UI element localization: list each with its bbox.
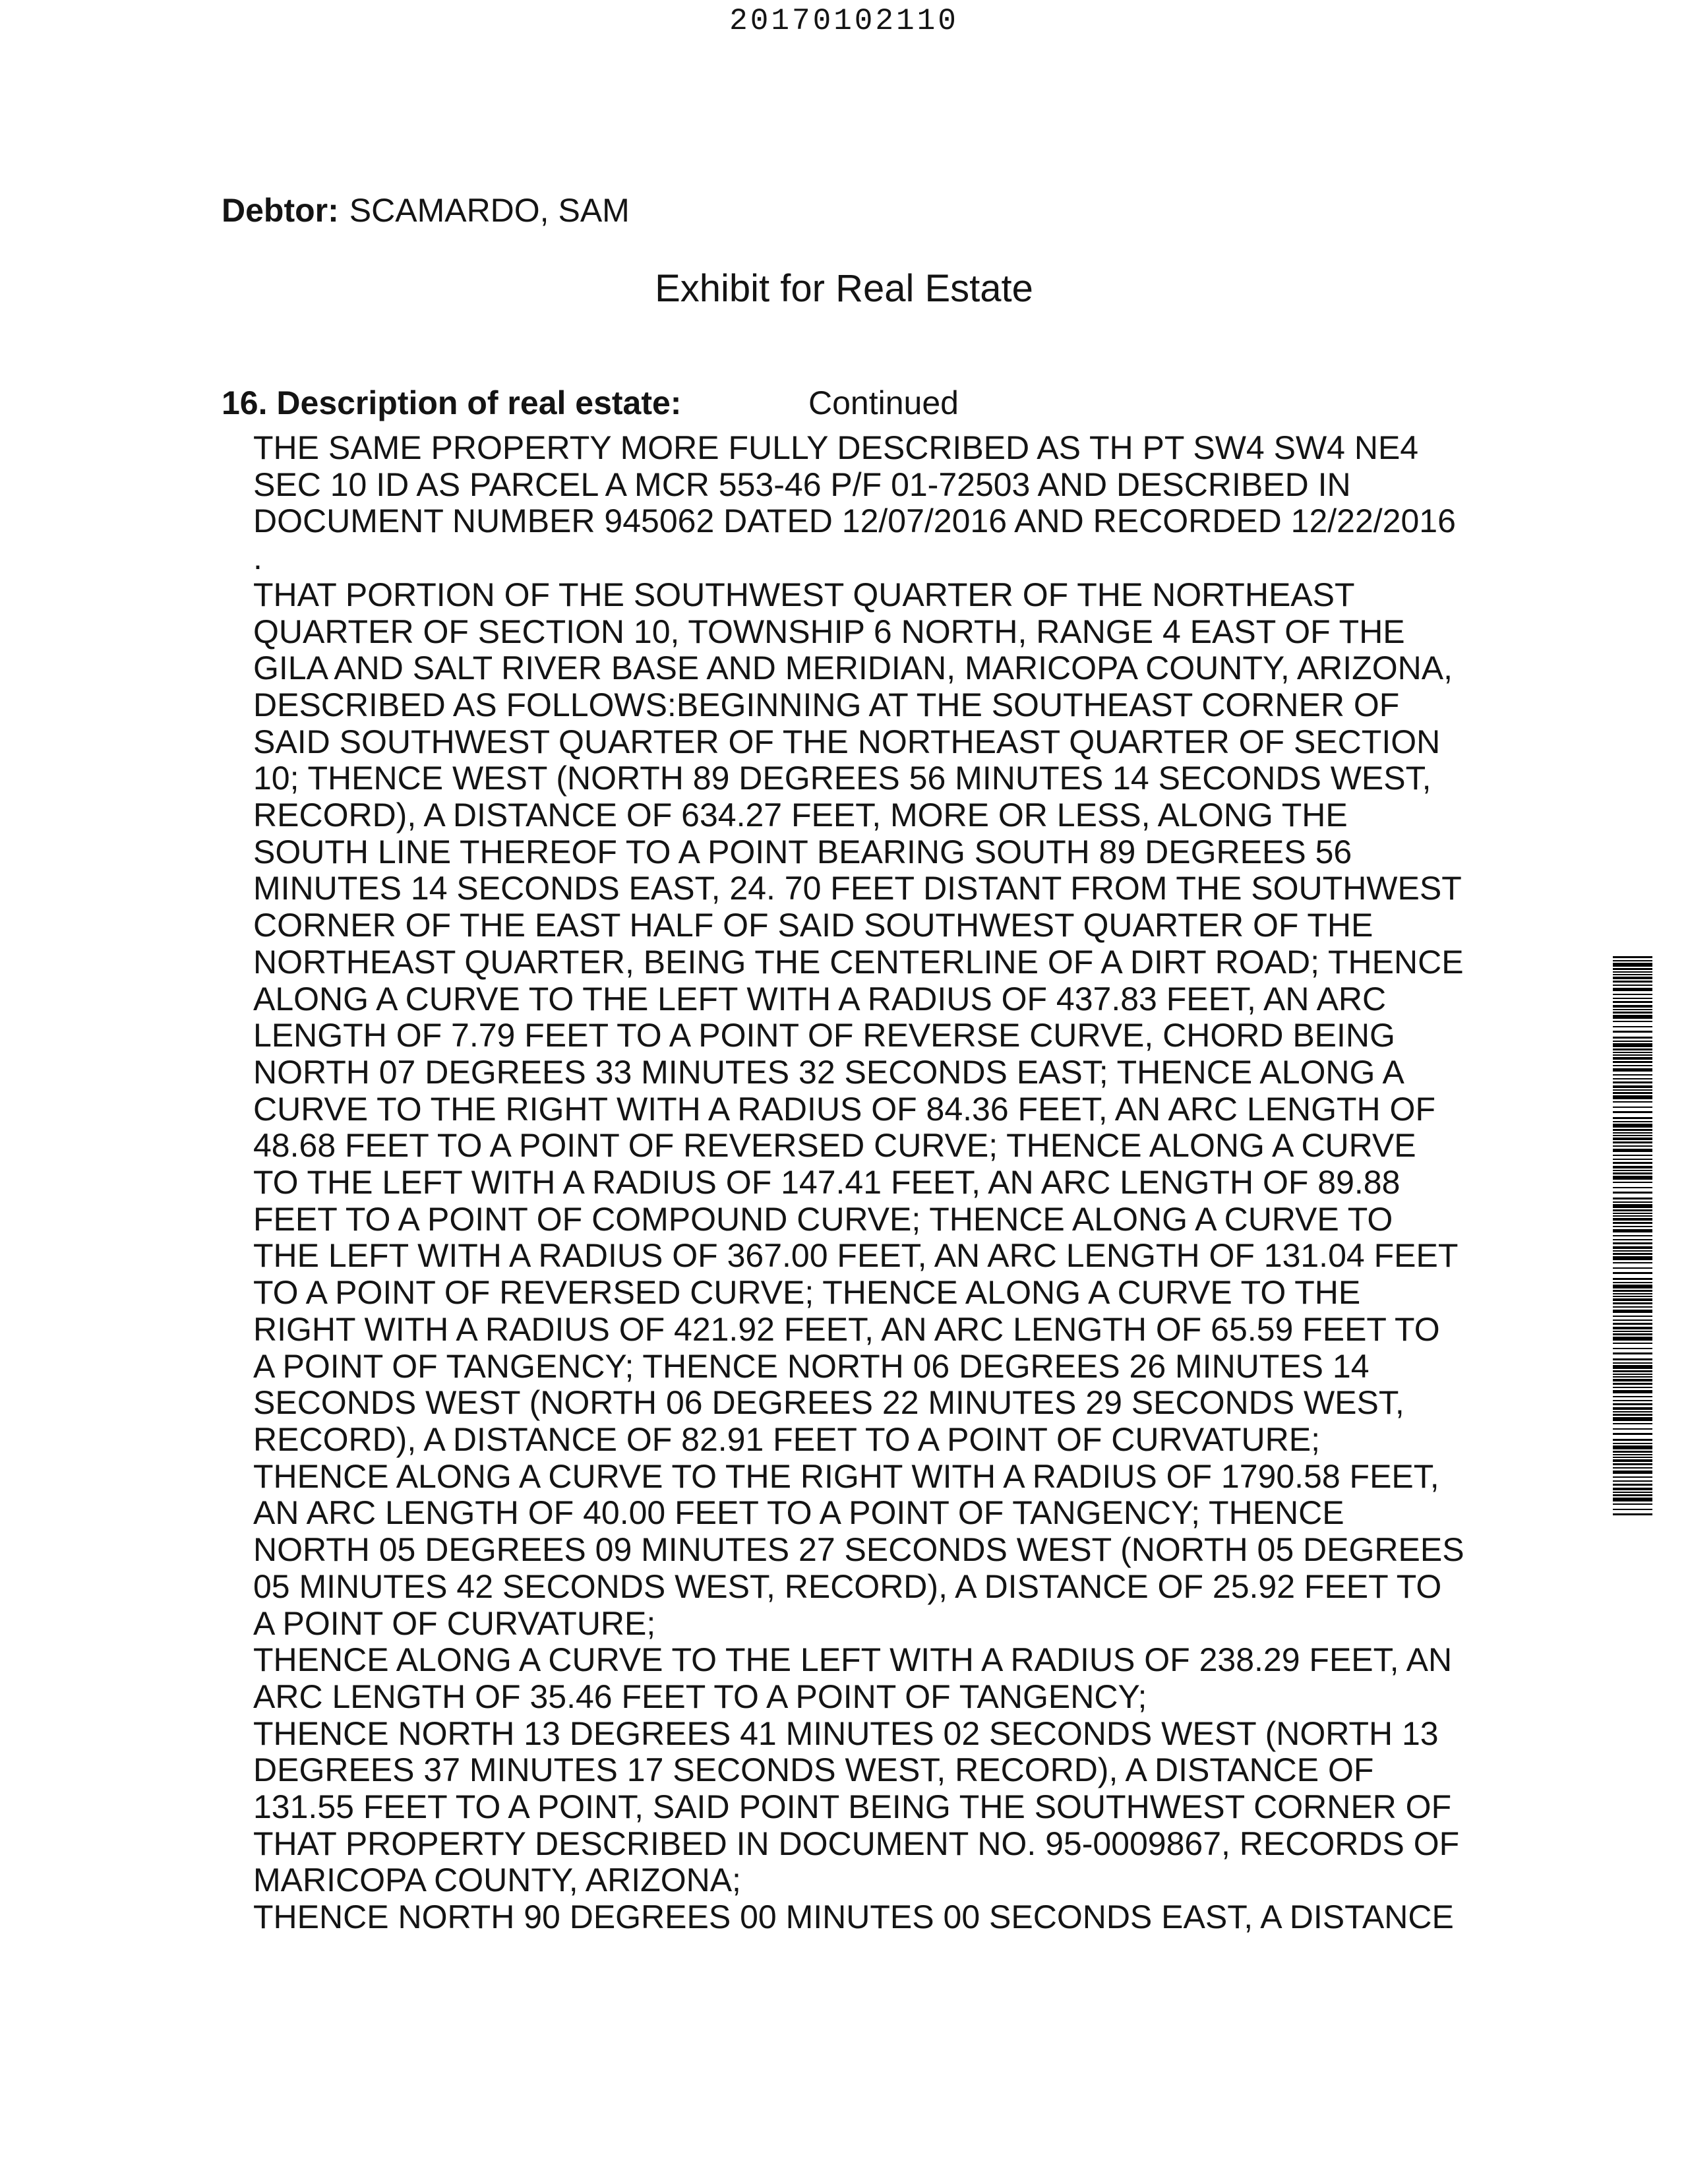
- barcode-icon: [1613, 956, 1652, 1521]
- barcode-bar: [1613, 1285, 1652, 1289]
- barcode-bar: [1613, 1235, 1652, 1236]
- barcode-bar: [1613, 1417, 1652, 1421]
- barcode-bar: [1613, 1454, 1652, 1455]
- barcode-bar: [1613, 1141, 1652, 1143]
- barcode-bar: [1613, 1302, 1652, 1304]
- barcode-bar: [1613, 1262, 1652, 1263]
- barcode-bar: [1613, 1400, 1652, 1401]
- barcode-bar: [1613, 998, 1652, 999]
- barcode-bar: [1613, 1379, 1652, 1381]
- barcode-bar: [1613, 1129, 1652, 1131]
- barcode-bar: [1613, 1170, 1652, 1171]
- document-number: 20170102110: [729, 4, 959, 38]
- barcode-bar: [1613, 1162, 1652, 1164]
- barcode-bar: [1613, 1201, 1652, 1203]
- barcode-bar: [1613, 1215, 1652, 1217]
- barcode-bar: [1613, 1176, 1652, 1180]
- barcode-bar: [1613, 1320, 1652, 1321]
- barcode-bar: [1613, 1476, 1652, 1478]
- barcode-bar: [1613, 1057, 1652, 1060]
- barcode-bar: [1613, 1387, 1652, 1388]
- barcode-bar: [1613, 1166, 1652, 1168]
- barcode-bar: [1613, 994, 1652, 995]
- barcode-bar: [1613, 1457, 1652, 1458]
- barcode-bar: [1613, 1009, 1652, 1010]
- barcode-bar: [1613, 1092, 1652, 1094]
- barcode-bar: [1613, 956, 1652, 958]
- barcode-bar: [1613, 1065, 1652, 1066]
- barcode-bar: [1613, 1204, 1652, 1208]
- barcode-bar: [1613, 1459, 1652, 1462]
- barcode-bar: [1613, 1107, 1652, 1108]
- barcode-bar: [1613, 1246, 1652, 1249]
- section-heading: 16. Description of real estate:: [222, 384, 682, 421]
- barcode-bar: [1613, 1218, 1652, 1221]
- barcode-bar: [1613, 1463, 1652, 1465]
- barcode-bar: [1613, 1282, 1652, 1283]
- legal-description: THE SAME PROPERTY MORE FULLY DESCRIBED AS TH PT SW4 SW4 NE4 SEC 10 ID AS PARCEL A MCR 553-46 P/F 01-72503 AND DESCRIBED IN DOCUMENT NUMBER 945062 DATED 12/07/2016 AND RECORDED 12/22/2016 . THAT PORTION OF THE SOUTHWEST QUARTER OF THE NORTHEAST QUARTER OF SECTION 10, TOWNSHIP 6 NORTH, RANGE 4 EAST OF THE GILA AND SALT RIVER BASE AND MERIDIAN, MARICOPA COUNTY, ARIZONA, DESCRIBED AS FOLLOWS:BEGINNING AT THE SOUTHEAST CORNER OF SAID SOUTHWEST QUARTER OF THE NORTHEAST QUARTER OF SECTION 10; THENCE WEST (NORTH 89 DEGREES 56 MINUTES 14 SECONDS WEST, RECORD), A DISTANCE OF 634.27 FEET, MORE OR LESS, ALONG THE SOUTH LINE THEREOF TO A POINT BEARING SOUTH 89 DEGREES 56 MINUTES 14 SECONDS EAST, 24. 70 FEET DISTANT FROM THE SOUTHWEST CORNER OF THE EAST HALF OF SAID SOUTHWEST QUARTER OF THE NORTHEAST QUARTER, BEING THE CENTERLINE OF A DIRT ROAD; THENCE ALONG A CURVE TO THE LEFT WITH A RADIUS OF 437.83 FEET, AN ARC LENGTH OF 7.79 FEET TO A POINT OF REVERSE CURVE, CHORD BEING NORTH 07 DEGREES 33 MINUTES 32 SECONDS EAST; THENCE ALONG A CURVE TO THE RIGHT WITH A RADIUS OF 84.36 FEET, AN ARC LENGTH OF 48.68 FEET TO A POINT OF REVERSED CURVE; THENCE ALONG A CURVE TO THE LEFT WITH A RADIUS OF 147.41 FEET, AN ARC LENGTH OF 89.88 FEET TO A POINT OF COMPOUND CURVE; THENCE ALONG A CURVE TO THE LEFT WITH A RADIUS OF 367.00 FEET, AN ARC LENGTH OF 131.04 FEET TO A POINT OF REVERSED CURVE; THENCE ALONG A CURVE TO THE RIGHT WITH A RADIUS OF 421.92 FEET, AN ARC LENGTH OF 65.59 FEET TO A POINT OF TANGENCY; THENCE NORTH 06 DEGREES 26 MINUTES 14 SECONDS WEST (NORTH 06 DEGREES 22 MINUTES 29 SECONDS WEST, RECORD), A DISTANCE OF 82.91 FEET TO A POINT OF CURVATURE; THENCE ALONG A CURVE TO THE RIGHT WITH A RADIUS OF 1790.58 FEET, AN ARC LENGTH OF 40.00 FEET TO A POINT OF TANGENCY; THENCE NORTH 05 DEGREES 09 MINUTES 27 SECONDS WEST (NORTH 05 DEGREES 05 MINUTES 42 SECONDS WEST, RECORD), A DISTANCE OF 25.92 FEET TO A POINT OF CURVATURE; THENCE ALONG A CURVE TO THE LEFT WITH A RADIUS OF 238.29 FEET, AN ARC LENGTH OF 35.46 FEET TO A POINT OF TANGENCY; THENCE NORTH 13 DEGREES 41 MINUTES 02 SECONDS WEST (NORTH 13 DEGREES 37 MINUTES 17 SECONDS WEST, RECORD), A DISTANCE OF 131.55 FEET TO A POINT, SAID POINT BEING THE SOUTHWEST CORNER OF THAT PROPERTY DESCRIBED IN DOCUMENT NO. 95-0009867, RECORDS OF MARICOPA COUNTY, ARIZONA; THENCE NORTH 90 DEGREES 00 MINUTES 00 SECONDS EAST, A DISTANCE: [253, 429, 1464, 1936]
- barcode-bar: [1613, 1155, 1652, 1156]
- barcode-bar: [1613, 1159, 1652, 1160]
- barcode-bar: [1613, 1352, 1652, 1354]
- barcode-bar: [1613, 1239, 1652, 1240]
- barcode-bar: [1613, 1138, 1652, 1140]
- exhibit-title: Exhibit for Real Estate: [655, 267, 1033, 310]
- barcode-bar: [1613, 1445, 1652, 1449]
- barcode-bar: [1613, 1509, 1652, 1510]
- section-status: Continued: [808, 384, 959, 421]
- barcode-bar: [1613, 981, 1652, 983]
- barcode-bar: [1613, 1498, 1652, 1502]
- barcode-bar: [1613, 1015, 1652, 1019]
- barcode-bar: [1613, 1316, 1652, 1317]
- barcode-bar: [1613, 1226, 1652, 1227]
- barcode-bar: [1613, 1192, 1652, 1194]
- barcode-bar: [1613, 1021, 1652, 1022]
- barcode-bar: [1613, 1222, 1652, 1224]
- barcode-bar: [1613, 1451, 1652, 1453]
- barcode-bar: [1613, 1135, 1652, 1136]
- barcode-bar: [1613, 1298, 1652, 1301]
- barcode-bar: [1613, 1480, 1652, 1482]
- barcode-bar: [1613, 1081, 1652, 1083]
- barcode-bar: [1613, 1396, 1652, 1397]
- barcode-bar: [1613, 985, 1652, 986]
- barcode-bar: [1613, 1272, 1652, 1274]
- barcode-bar: [1613, 1052, 1652, 1053]
- barcode-bar: [1613, 1362, 1652, 1364]
- barcode-bar: [1613, 1428, 1652, 1430]
- barcode-bar: [1613, 1074, 1652, 1076]
- barcode-bar: [1613, 1037, 1652, 1039]
- barcode-bar: [1613, 971, 1652, 973]
- barcode-bar: [1613, 1423, 1652, 1424]
- barcode-bar: [1613, 1343, 1652, 1344]
- barcode-bar: [1613, 1132, 1652, 1134]
- barcode-bar: [1613, 1267, 1652, 1269]
- barcode-bar: [1613, 1370, 1652, 1372]
- barcode-bar: [1613, 1182, 1652, 1183]
- barcode-bar: [1613, 1383, 1652, 1385]
- barcode-bar: [1613, 1494, 1652, 1496]
- barcode-bar: [1613, 1323, 1652, 1325]
- barcode-bar: [1613, 1061, 1652, 1063]
- barcode-bar: [1613, 1121, 1652, 1122]
- barcode-bar: [1613, 1365, 1652, 1369]
- debtor-label: Debtor:: [222, 192, 339, 229]
- barcode-bar: [1613, 1492, 1652, 1493]
- barcode-bar: [1613, 1333, 1652, 1335]
- barcode-bar: [1613, 1439, 1652, 1441]
- barcode-bar: [1613, 974, 1652, 975]
- barcode-bar: [1613, 1111, 1652, 1113]
- barcode-bar: [1613, 1331, 1652, 1332]
- barcode-bar: [1613, 1085, 1652, 1088]
- barcode-bar: [1613, 1467, 1652, 1469]
- barcode-bar: [1613, 1253, 1652, 1255]
- barcode-bar: [1613, 988, 1652, 991]
- barcode-bar: [1613, 963, 1652, 967]
- barcode-bar: [1613, 1101, 1652, 1103]
- barcode-bar: [1613, 1443, 1652, 1444]
- barcode-bar: [1613, 977, 1652, 979]
- barcode-bar: [1613, 1005, 1652, 1008]
- barcode-bar: [1613, 1054, 1652, 1056]
- barcode-bar: [1613, 1390, 1652, 1393]
- barcode-bar: [1613, 1376, 1652, 1378]
- barcode-bar: [1613, 1293, 1652, 1294]
- barcode-bar: [1613, 960, 1652, 961]
- barcode-bar: [1613, 968, 1652, 970]
- barcode-bar: [1613, 1488, 1652, 1490]
- barcode-bar: [1613, 1296, 1652, 1297]
- barcode-bar: [1613, 1089, 1652, 1091]
- barcode-bar: [1613, 1145, 1652, 1147]
- barcode-bar: [1613, 1242, 1652, 1244]
- barcode-bar: [1613, 1403, 1652, 1405]
- barcode-bar: [1613, 1327, 1652, 1329]
- barcode-bar: [1613, 1229, 1652, 1232]
- barcode-bar: [1613, 1503, 1652, 1505]
- barcode-bar: [1613, 1026, 1652, 1027]
- debtor-name: SCAMARDO, SAM: [349, 192, 630, 229]
- barcode-bar: [1613, 1407, 1652, 1410]
- barcode-bar: [1613, 1213, 1652, 1214]
- barcode-bar: [1613, 1149, 1652, 1152]
- barcode-bar: [1613, 1043, 1652, 1047]
- barcode-bar: [1613, 1012, 1652, 1014]
- barcode-bar: [1613, 1433, 1652, 1435]
- barcode-bar: [1613, 1041, 1652, 1042]
- barcode-bar: [1613, 1337, 1652, 1341]
- barcode-bar: [1613, 1187, 1652, 1188]
- barcode-bar: [1613, 1310, 1652, 1313]
- barcode-bar: [1613, 1484, 1652, 1486]
- barcode-bar: [1613, 1048, 1652, 1050]
- barcode-bar: [1613, 1471, 1652, 1474]
- barcode-bar: [1613, 1068, 1652, 1072]
- section-header: [222, 384, 959, 422]
- barcode-bar: [1613, 1374, 1652, 1375]
- barcode-bar: [1613, 1209, 1652, 1211]
- barcode-bar: [1613, 1256, 1652, 1260]
- barcode-bar: [1613, 1290, 1652, 1292]
- barcode-bar: [1613, 1124, 1652, 1128]
- barcode-bar: [1613, 1513, 1652, 1515]
- barcode-bar: [1613, 1001, 1652, 1003]
- barcode-bar: [1613, 1117, 1652, 1119]
- barcode-bar: [1613, 1348, 1652, 1349]
- barcode-bar: [1613, 1172, 1652, 1174]
- barcode-bar: [1613, 1358, 1652, 1360]
- debtor-line: [222, 191, 630, 229]
- barcode-bar: [1613, 1278, 1652, 1280]
- barcode-bar: [1613, 1031, 1652, 1033]
- barcode-bar: [1613, 1198, 1652, 1199]
- barcode-bar: [1613, 1411, 1652, 1412]
- barcode-bar: [1613, 1078, 1652, 1079]
- barcode-bar: [1613, 1414, 1652, 1416]
- barcode-bar: [1613, 1306, 1652, 1308]
- barcode-bar: [1613, 1095, 1652, 1099]
- barcode-bar: [1613, 1250, 1652, 1252]
